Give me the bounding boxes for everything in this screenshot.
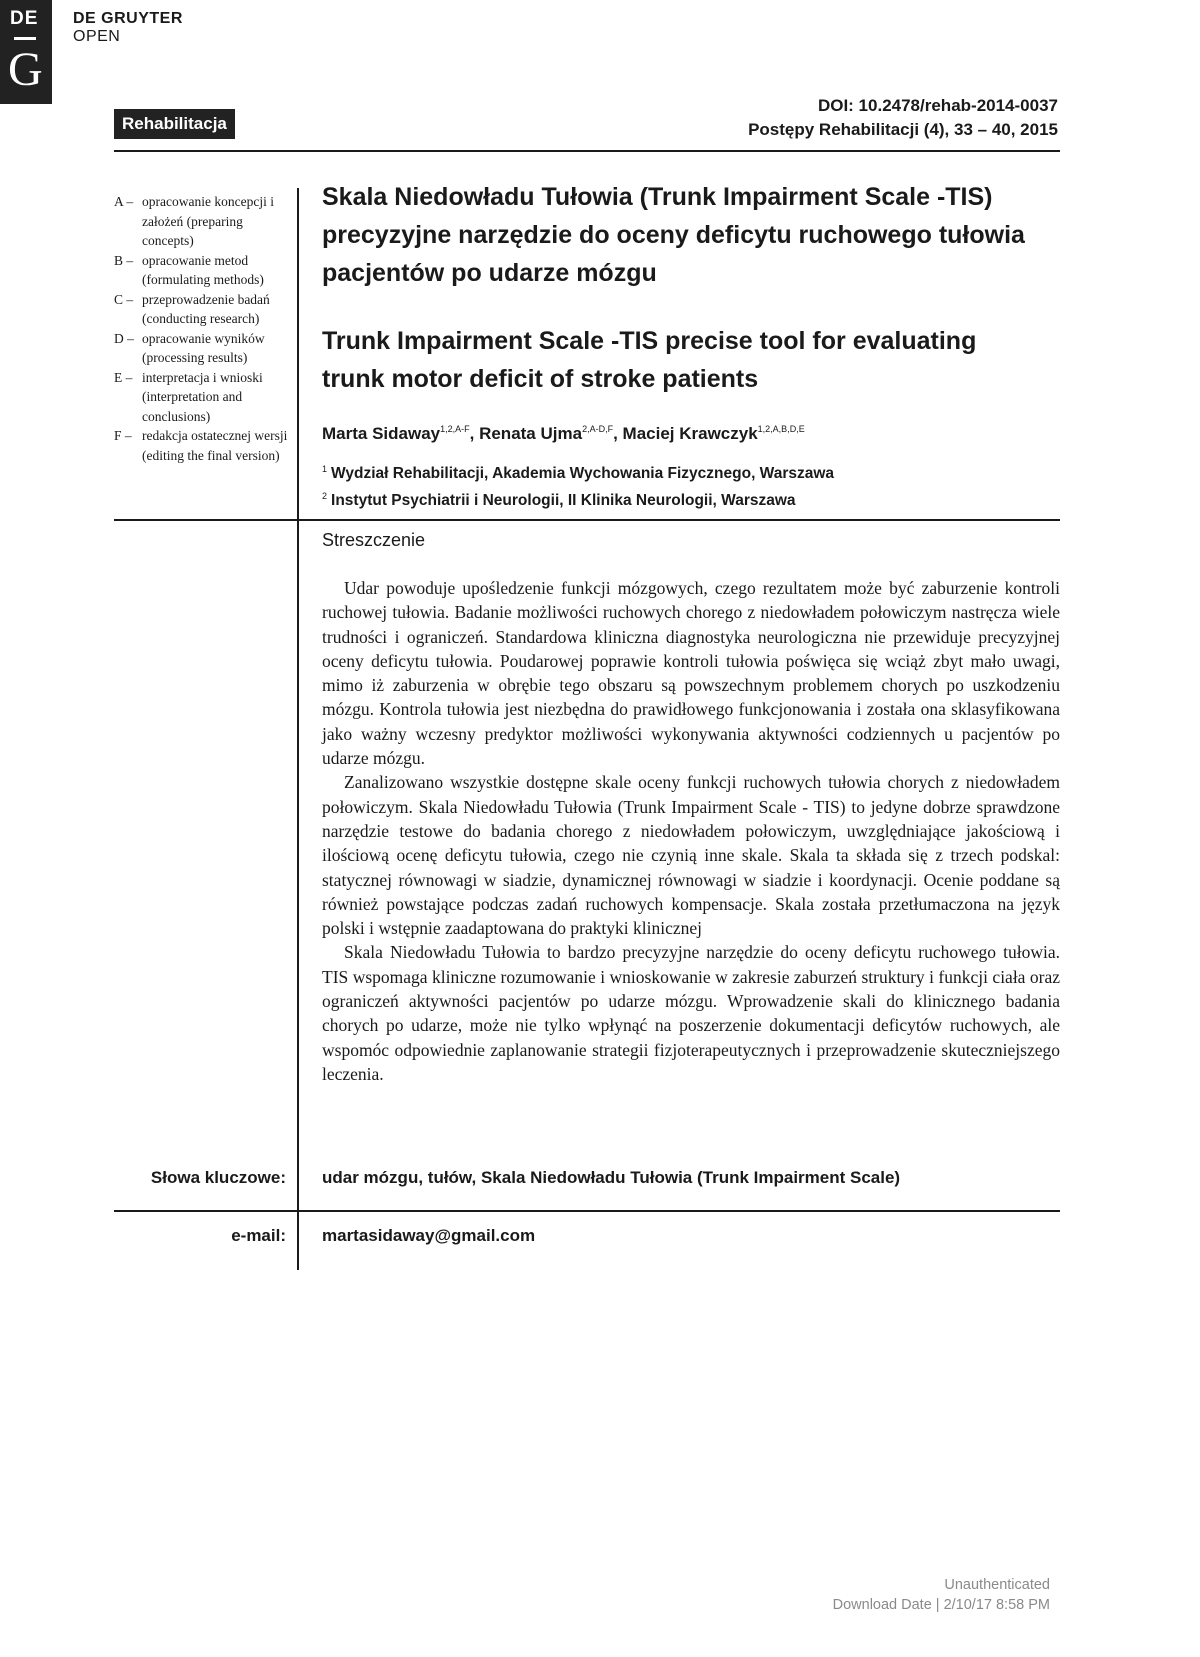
- download-stamp-line2: Download Date | 2/10/17 8:58 PM: [832, 1597, 1050, 1613]
- legend-text: redakcja ostatecznej wersji (editing the final version): [142, 428, 288, 463]
- publisher-name-line2: OPEN: [73, 28, 121, 45]
- legend-text: opracowanie wyników (processing results): [142, 330, 265, 365]
- header-rule: [114, 150, 1060, 152]
- keywords-rule: [114, 1210, 1060, 1212]
- download-stamp: [833, 1575, 1050, 1615]
- legend-text: opracowanie koncepcji i założeń (preparing concepts): [142, 194, 274, 248]
- legend-item: [114, 192, 290, 251]
- affiliation-text: Instytut Psychiatrii i Neurologii, II Klinika Neurologii, Warszawa: [331, 492, 796, 509]
- keywords-value: udar mózgu, tułów, Skala Niedowładu Tułowia (Trunk Impairment Scale): [322, 1168, 901, 1187]
- author-separator: ,: [469, 424, 480, 443]
- legend-item: [114, 251, 290, 290]
- affiliation-number: 1: [322, 464, 328, 474]
- affiliation-item: [322, 485, 834, 512]
- author-name: Maciej Krawczyk: [622, 424, 758, 443]
- publisher-logo: [0, 0, 52, 104]
- keywords-label: Słowa kluczowe:: [150, 1168, 286, 1187]
- legend-item: [114, 290, 290, 329]
- legend-text: opracowanie metod (formulating methods): [142, 252, 264, 287]
- logo-text-bottom: G: [8, 43, 43, 96]
- publisher-name: [73, 10, 183, 46]
- email-address[interactable]: martasidaway@gmail.com: [322, 1226, 536, 1245]
- affiliation-list: [322, 458, 834, 512]
- legend-text: przeprowadzenie badań (conducting research): [142, 291, 270, 326]
- doi-block: [748, 94, 1058, 142]
- author-affiliation-marker: 1,2,A-F: [440, 424, 470, 434]
- abstract-paragraph: Skala Niedowładu Tułowia to bardzo precyzyjne narzędzie do oceny deficytu ruchowego tułowia. TIS wspomaga kliniczne rozumowanie i wnioskowanie w zakresie zaburzeń struktury i funkcji ciała oraz ograniczeń aktywności pacjentów po udarze mózgu. Wprowadzenie skali do klinicznego badania chorych po udarze, może nie tylko wpłynąć na poszerzenie dokumentacji deficytów ruchowych, ale wspomóc odpowiednie zaplanowanie strategii fizjoterapeutycznych i przeprowadzenie skuteczniejszego leczenia.: [322, 942, 1060, 1084]
- affiliation-number: 2: [322, 491, 328, 501]
- contribution-legend: [114, 192, 290, 465]
- logo-divider: [14, 37, 36, 40]
- affiliation-text: Wydział Rehabilitacji, Akademia Wychowania Fizycznego, Warszawa: [331, 465, 835, 482]
- download-stamp-line1: Unauthenticated: [944, 1577, 1050, 1593]
- affiliation-item: [322, 458, 834, 485]
- abstract-body: [322, 576, 1060, 1086]
- author-affiliation-marker: 1,2,A,B,D,E: [757, 424, 805, 434]
- author-name: Renata Ujma: [479, 424, 583, 443]
- abstract-paragraph: Udar powoduje upośledzenie funkcji mózgowych, czego rezultatem może być zaburzenie kontroli ruchowej tułowia. Badanie możliwości ruchowych chorego z niedowładem połowiczym nastręcza wiele trudności i ograniczeń. Standardowa kliniczna diagnostyka neurologiczna nie przewiduje precyzyjnej oceny deficytu tułowia. Poudarowej poprawie kontroli tułowia poświęca się wciąż zbyt mało uwagi, mimo iż zaburzenia w obrębie tego obszaru są powszechnym problemem chorych po uszkodzeniu mózgu. Kontrola tułowia jest niezbędna do prawidłowego funkcjonowania i została ona sklasyfikowana jako ważny wczesny predyktor możliwości wykonywania aktywności codziennych u pacjentów po udarze mózgu.: [322, 578, 1060, 769]
- legend-letter: B –: [114, 252, 134, 268]
- abstract-heading: Streszczenie: [322, 530, 426, 550]
- legend-item: [114, 329, 290, 368]
- author-name: Marta Sidaway: [322, 424, 441, 443]
- author-affiliation-marker: 2,A-D,F: [582, 424, 614, 434]
- publisher-name-line1: DE GRUYTER: [73, 10, 183, 27]
- email-label: e-mail:: [231, 1226, 286, 1245]
- legend-text: interpretacja i wnioski (interpretation and conclusions): [142, 369, 263, 424]
- legend-letter: D –: [114, 330, 134, 346]
- article-title-polish: Skala Niedowładu Tułowia (Trunk Impairment Scale -TIS) precyzyjne narzędzie do oceny deficytu ruchowego tułowia pacjentów po udarze mózgu: [322, 183, 1025, 287]
- doi-text: DOI: 10.2478/rehab-2014-0037: [817, 96, 1058, 115]
- legend-letter: E –: [114, 369, 133, 385]
- legend-letter: C –: [114, 291, 134, 307]
- legend-letter: A –: [114, 194, 134, 209]
- legend-letter: F –: [114, 428, 132, 443]
- abstract-paragraph: Zanalizowano wszystkie dostępne skale oceny funkcji ruchowych tułowia chorych z niedowładem połowiczym. Skala Niedowładu Tułowia (Trunk Impairment Scale - TIS) to jedyne dobrze sprawdzone narzędzie testowe do badania chorego z niedowładem połowiczym, uwzględniające jakościową i ilościową ocenę deficytu tułowia, czego nie czynią inne skale. Skala ta składa się z trzech podskal: statycznej równowagi w siadzie, dynamicznej równowagi w siadzie i koordynacji. Ocenie poddane są również powstające podczas zadań ruchowych kompensacje. Skala została przetłumaczona na język polski i wstępnie zaadaptowana do praktyki klinicznej: [322, 772, 1060, 939]
- legend-item: [114, 426, 290, 465]
- author-list: [322, 417, 805, 446]
- column-divider: [297, 188, 299, 1270]
- legend-item: [114, 368, 290, 427]
- author-separator: ,: [613, 424, 623, 443]
- logo-text-top: DE: [10, 8, 39, 29]
- article-title-english: Trunk Impairment Scale -TIS precise tool for evaluating trunk motor deficit of stroke patients: [322, 327, 977, 393]
- title-block-rule: [114, 519, 1060, 521]
- journal-citation: Postępy Rehabilitacji (4), 33 – 40, 2015: [748, 120, 1058, 139]
- section-badge: Rehabilitacja: [114, 109, 235, 139]
